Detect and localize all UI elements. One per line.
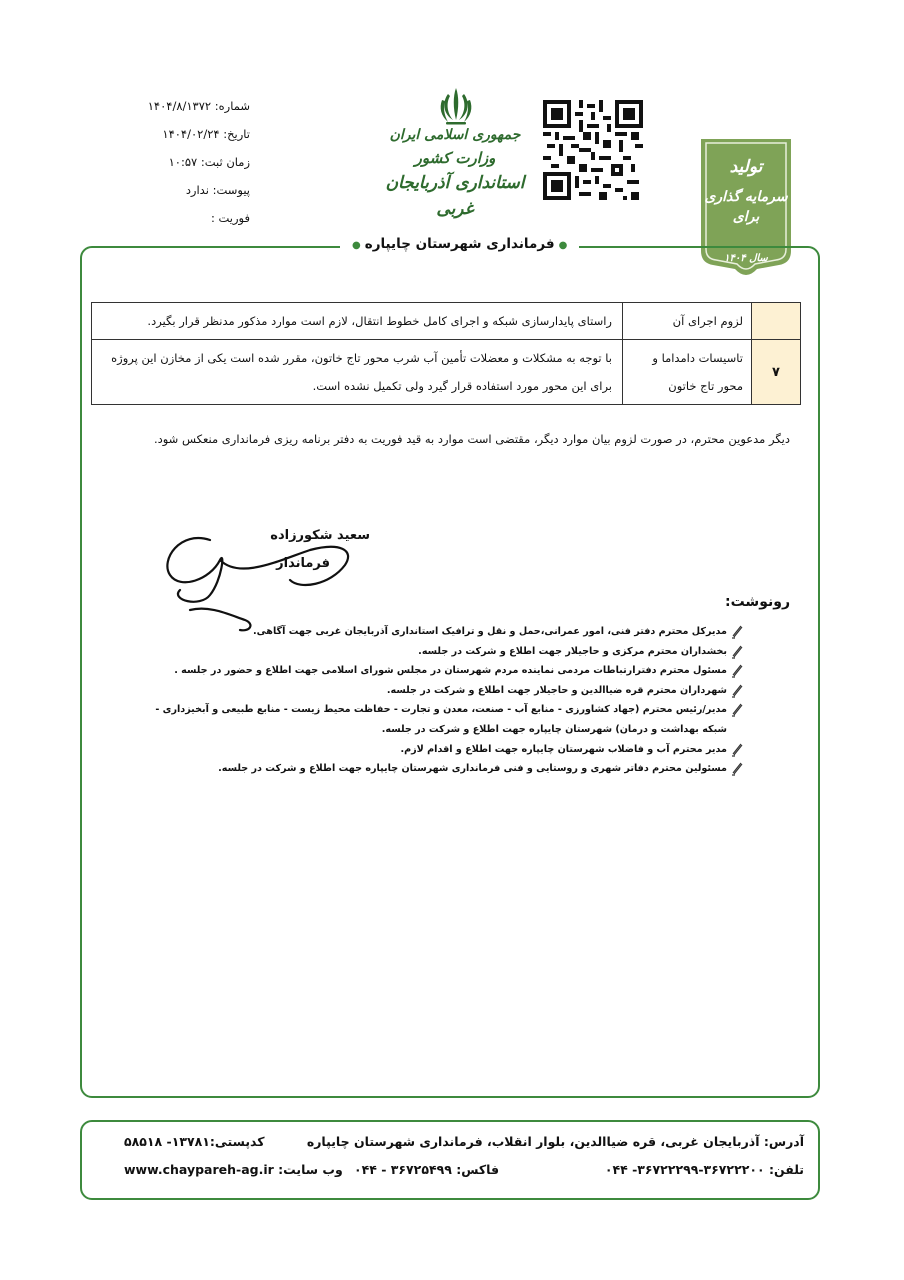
dot-icon: ● xyxy=(558,240,568,251)
letter-time-label: زمان ثبت: xyxy=(200,155,250,169)
pen-icon xyxy=(731,681,743,699)
list-item xyxy=(140,642,743,662)
signer-role: فرماندار xyxy=(276,556,330,571)
slogan-year: سال ۱۴۰۴ xyxy=(724,253,768,264)
list-item xyxy=(140,759,743,779)
letter-urgency-label: فوریت : xyxy=(210,211,250,225)
cc-text: مدیرکل محترم دفتر فنی، امور عمرانی،حمل و نقل و ترافیک استانداری آذربایجان غربی جهت آگاهی. xyxy=(252,626,727,637)
list-item xyxy=(140,700,743,739)
row-number xyxy=(752,303,801,340)
government-titles xyxy=(380,124,530,222)
pen-icon xyxy=(731,759,743,777)
letter-number-label: شماره: xyxy=(214,99,250,113)
department-title xyxy=(340,236,579,252)
letter-attachment-value: ندارد xyxy=(185,183,209,197)
signer-name: سعید شکورزاده xyxy=(270,528,370,543)
letter-date-value: ۱۴۰۴/۰۲/۲۴ xyxy=(162,127,220,141)
pen-icon xyxy=(731,642,743,660)
republic-title: جمهوری اسلامی ایران xyxy=(389,127,521,143)
pen-icon xyxy=(731,700,743,718)
letter-attachment-label: پیوست: xyxy=(212,183,250,197)
slogan-line1: تولید xyxy=(729,157,763,177)
cc-text: مسئولین محترم دفاتر شهری و روستایی و فنی فرمانداری شهرستان چایپاره جهت اطلاع و شرکت در جلسه. xyxy=(218,763,727,775)
letter-time-value: ۱۰:۵۷ xyxy=(168,155,198,169)
cc-text: مسئول محترم دفترارتباطات مردمی نماینده مردم شهرستان در مجلس شورای اسلامی جهت اطلاع و حضور در جلسه . xyxy=(174,665,727,677)
footer-postal: کدپستی:۱۳۷۸۱- ۵۸۵۱۸ xyxy=(124,1134,265,1149)
table-row xyxy=(92,303,801,340)
list-item xyxy=(140,622,743,642)
footer-fax: فاکس: ۳۶۷۲۵۴۹۹ - ۰۴۴ xyxy=(354,1162,500,1177)
cc-text: مدیر/رئیس محترم (جهاد کشاورزی - منابع آب - صنعت، معدن و تجارت - حفاظت محیط زیست - منابع طبیعی و آبخیزداری - شبکه بهداشت و درمان) شهرستان چایپاره جهت اطلاع و شرکت در جلسه. xyxy=(155,704,727,735)
province-title: استانداری آذربایجان غربی xyxy=(385,173,525,219)
cc-text: مدیر محترم آب و فاضلاب شهرستان چایپاره جهت اطلاع و اقدام لازم. xyxy=(400,743,727,755)
letter-meta xyxy=(120,92,250,232)
row-title: لزوم اجرای آن xyxy=(623,303,752,340)
row-number: ۷ xyxy=(752,340,801,405)
letter-date-label: تاریخ: xyxy=(223,127,250,141)
issues-table xyxy=(91,302,801,405)
list-item xyxy=(140,740,743,760)
ministry-title: وزارت کشور xyxy=(414,149,496,167)
slogan-line2: سرمایه گذاری برای xyxy=(704,189,788,225)
list-item xyxy=(140,681,743,701)
list-item xyxy=(140,661,743,681)
row-title: تاسیسات دامداما و محور تاج خاتون xyxy=(623,340,752,405)
pen-icon xyxy=(731,622,743,640)
cc-text: شهرداران محترم قره ضیاالدین و حاجیلار جهت اطلاع و شرکت در جلسه. xyxy=(386,684,727,696)
cc-list xyxy=(140,622,743,779)
iran-emblem-icon xyxy=(438,86,474,126)
letter-date-row xyxy=(120,120,250,148)
letter-number-row xyxy=(120,92,250,120)
qr-code-icon xyxy=(543,100,643,200)
footer-phone: تلفن: ۳۶۷۲۲۲۰۰-۳۶۷۲۲۲۹۹- ۰۴۴ xyxy=(604,1162,804,1177)
footer-address: آدرس: آذربایجان غربی، قره ضیاالدین، بلوار انقلاب، فرمانداری شهرستان چایپاره xyxy=(306,1134,804,1149)
footer-box xyxy=(80,1120,820,1200)
footer-website-label: وب سایت: xyxy=(278,1162,343,1177)
closing-paragraph: دیگر مدعوین محترم، در صورت لزوم بیان موارد دیگر، مقتضی است موارد به قید فوریت به دفتر برنامه ریزی فرمانداری منعکس شود. xyxy=(153,432,790,446)
dot-icon: ● xyxy=(352,240,361,251)
letter-time-row xyxy=(120,148,250,176)
footer-website-row xyxy=(124,1162,343,1177)
letter-attachment-row xyxy=(120,176,250,204)
footer-website-link[interactable]: www.chaypareh-ag.ir xyxy=(124,1162,274,1177)
pen-icon xyxy=(731,740,743,758)
row-description: با توجه به مشکلات و معضلات تأمین آب شرب محور تاج خاتون، مقرر شده است یکی از مخازن این پروژه برای این محور مورد استفاده قرار گیرد ولی تکمیل نشده است. xyxy=(92,340,623,405)
letter-number-value: ۱۴۰۴/۸/۱۳۷۲ xyxy=(147,99,212,113)
department-name: فرمانداری شهرستان چایپاره xyxy=(364,236,555,252)
pen-icon xyxy=(731,661,743,679)
cc-title: رونوشت: xyxy=(725,594,790,610)
row-description: راستای پایدارسازی شبکه و اجرای کامل خطوط انتقال، لازم است موارد مذکور مدنظر قرار بگیرد. xyxy=(92,303,623,340)
letter-urgency-row xyxy=(120,204,250,232)
cc-text: بخشداران محترم مرکزی و حاجیلار جهت اطلاع و شرکت در جلسه. xyxy=(418,645,727,657)
table-row xyxy=(92,340,801,405)
